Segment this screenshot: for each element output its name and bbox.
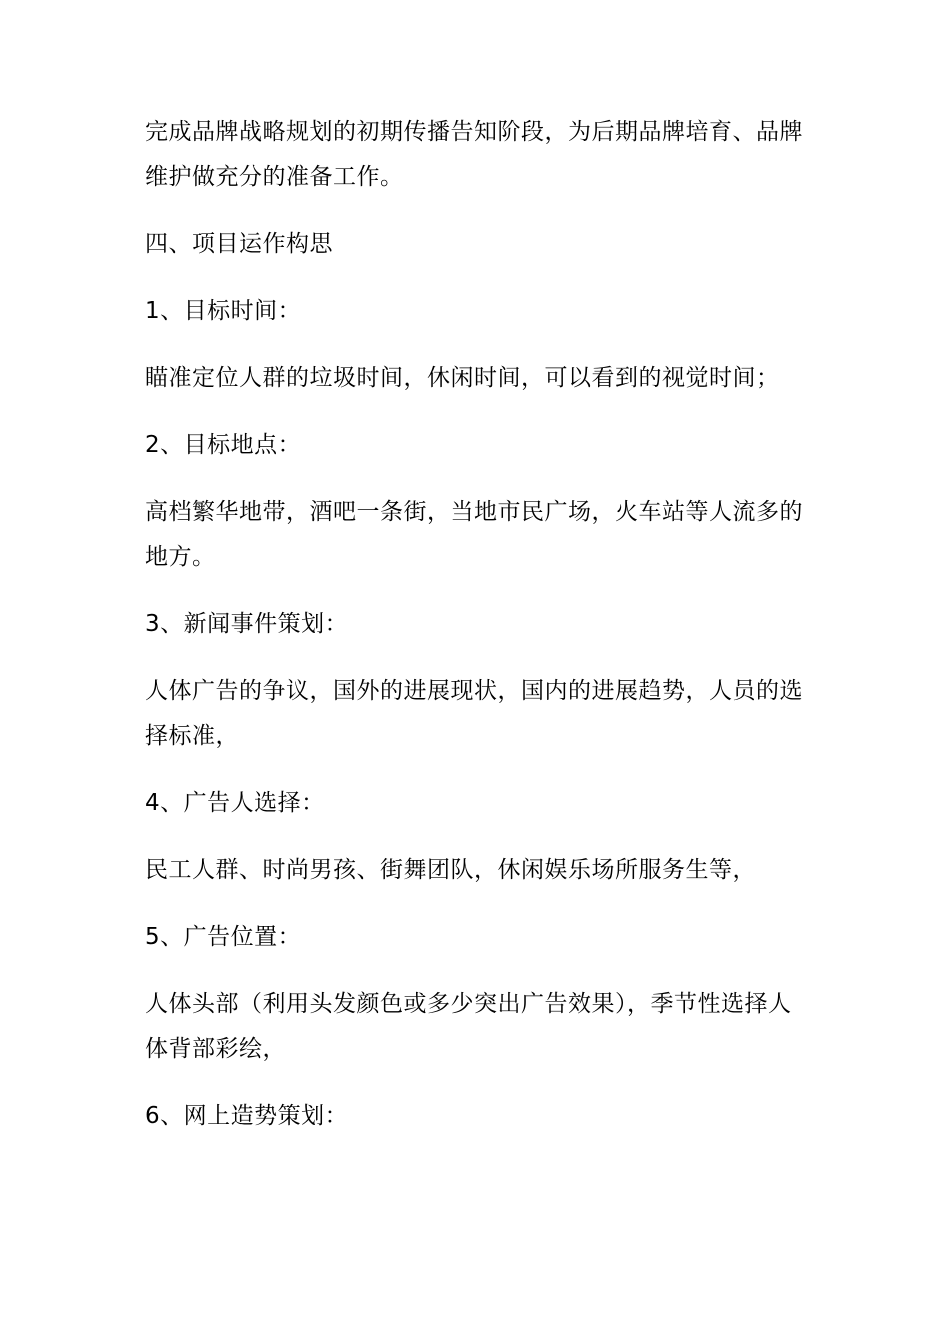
- item-heading-target-location: 2、目标地点：: [145, 432, 302, 458]
- paragraph-gap: [145, 647, 805, 669]
- paragraph-ad-position: 人体头部（利用头发颜色或多少突出广告效果），季节性选择人体背部彩绘，: [145, 991, 792, 1062]
- item-heading-online-campaign: 6、网上造势策划：: [145, 1103, 349, 1129]
- item-heading-ad-position: 5、广告位置：: [145, 924, 302, 950]
- item-heading-target-time: 1、目标时间：: [145, 298, 302, 324]
- paragraph-gap: [145, 759, 805, 781]
- paragraph-ad-people: 民工人群、时尚男孩、街舞团队，休闲娱乐场所服务生等，: [145, 857, 756, 883]
- paragraph-gap: [145, 334, 805, 356]
- item-heading-news-event: 3、新闻事件策划：: [145, 611, 349, 637]
- paragraph-gap: [145, 401, 805, 423]
- paragraph-gap: [145, 893, 805, 915]
- paragraph-news-event: 人体广告的争议，国外的进展现状，国内的进展趋势，人员的选择标准，: [145, 678, 803, 749]
- paragraph-target-time: 瞄准定位人群的垃圾时间，休闲时间，可以看到的视觉时间；: [145, 365, 780, 391]
- paragraph-gap: [145, 1072, 805, 1094]
- paragraph-gap: [145, 960, 805, 982]
- paragraph-gap: [145, 580, 805, 602]
- section-heading-project-concept: 四、项目运作构思: [145, 231, 333, 257]
- paragraph-target-location: 高档繁华地带，酒吧一条街，当地市民广场，火车站等人流多的地方。: [145, 499, 803, 570]
- paragraph-gap: [145, 200, 805, 222]
- paragraph-brand-prep: 完成品牌战略规划的初期传播告知阶段，为后期品牌培育、品牌维护做充分的准备工作。: [145, 119, 803, 190]
- paragraph-gap: [145, 267, 805, 289]
- paragraph-gap: [145, 826, 805, 848]
- item-heading-ad-people: 4、广告人选择：: [145, 790, 325, 816]
- document-body: [145, 110, 805, 1139]
- paragraph-gap: [145, 468, 805, 490]
